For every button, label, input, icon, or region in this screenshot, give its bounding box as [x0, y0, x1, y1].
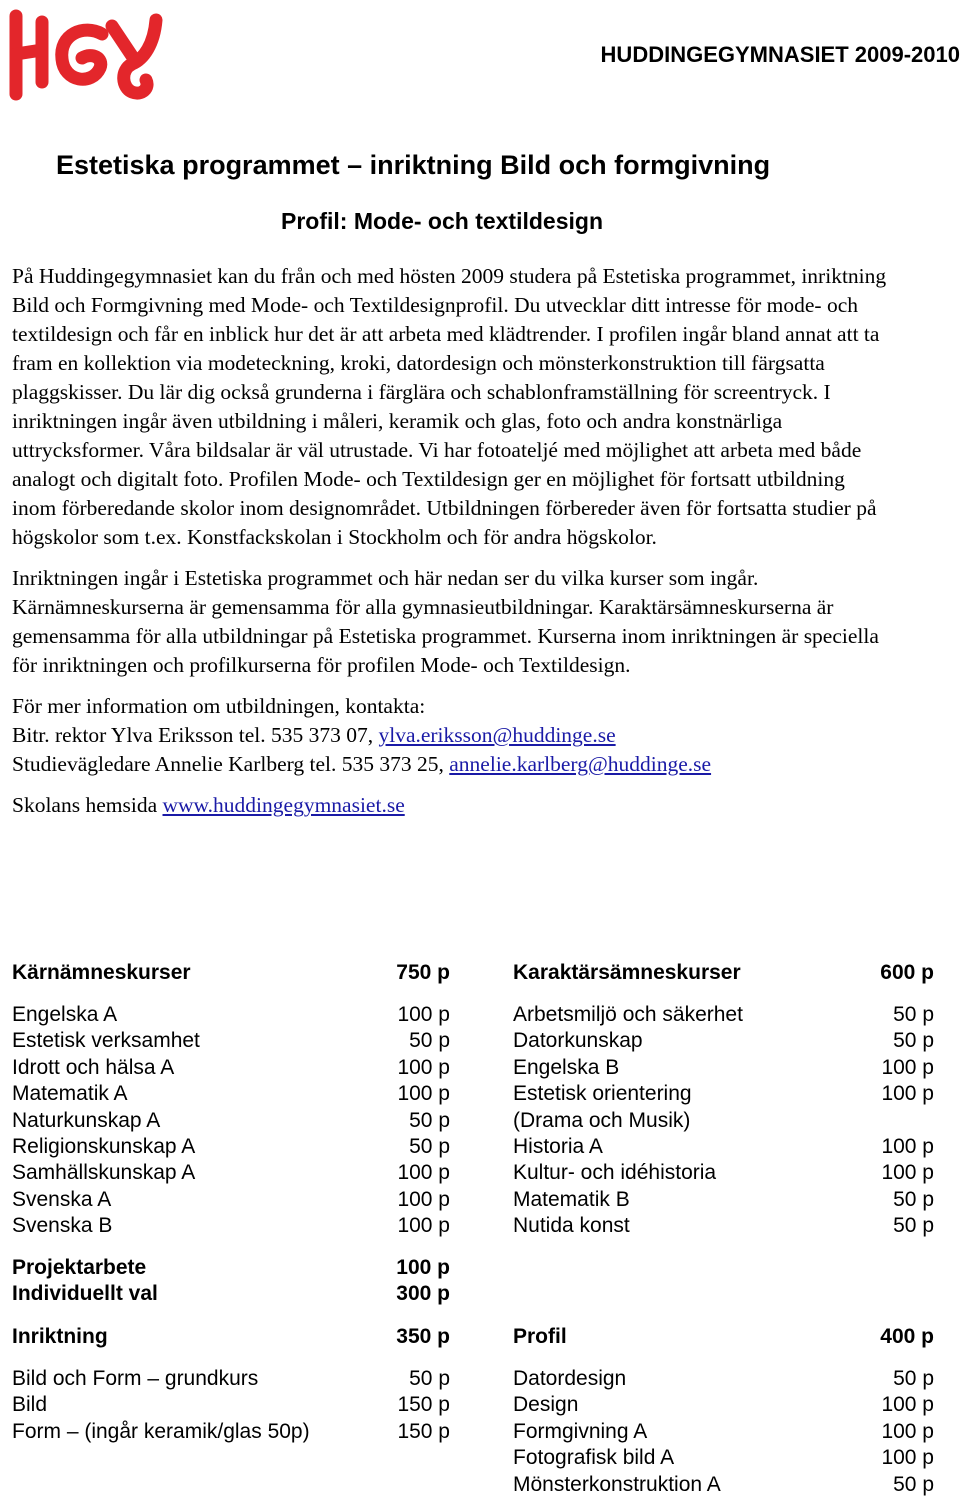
right-course-table [513, 960, 934, 1500]
course-points: 50 p [893, 1367, 934, 1390]
course-row [513, 1134, 934, 1160]
course-name: Datorkunskap [513, 1029, 643, 1053]
course-row [513, 1108, 934, 1134]
course-row [12, 1134, 450, 1160]
school-logo [4, 4, 164, 104]
course-row [12, 1028, 450, 1054]
course-points: 100 p [397, 1214, 450, 1238]
course-row [12, 1187, 450, 1213]
course-name: Nutida konst [513, 1214, 630, 1238]
course-name: Naturkunskap A [12, 1108, 161, 1132]
course-points: 50 p [893, 1003, 934, 1026]
course-row [513, 1028, 934, 1054]
course-name: Formgivning A [513, 1419, 648, 1443]
course-row [513, 1187, 934, 1213]
course-points: 100 p [881, 1446, 934, 1470]
course-points: 100 p [881, 1419, 934, 1443]
course-row [513, 1445, 934, 1471]
course-name: (Drama och Musik) [513, 1108, 691, 1132]
contact-syv [12, 750, 892, 779]
course-points: 150 p [397, 1419, 450, 1443]
website-paragraph [12, 791, 892, 820]
karn-header: Kärnämneskurser 750 p [12, 961, 450, 984]
course-row [12, 1392, 450, 1418]
course-row [513, 1055, 934, 1081]
course-name: Idrott och hälsa A [12, 1055, 175, 1079]
course-name: Mönsterkonstruktion A [513, 1472, 721, 1496]
inriktning-header: Inriktning 350 p [12, 1325, 450, 1348]
course-name: Svenska B [12, 1214, 113, 1238]
intro-paragraph: På Huddingegymnasiet kan du från och med hösten 2009 studera på Estetiska programmet, inriktning Bild och Formgivning med Mode- och Textildesignprofil. Du utvecklar ditt intresse för mode- och textildesign och får en inblick hur det är att arbeta med klädtrender. I profilen ingår bland annat att ta fram en kollektion via modeteckning, kroki, datordesign och mönsterkonstruktion till färgsatta plaggskisser. Du lär dig också grunderna i färglära och schablonframställning för screentryck. I inriktningen ingår även utbildning i måleri, keramik och glas, foto och andra konstnärliga uttrycksformer. Våra bildsalar är väl utrustade. Vi har fotoateljé med möjlighet att arbeta med både analogt och digitalt foto. Profilen Mode- och Textildesign ger en möjlighet för fortsatt utbildning inom förberedande skolor inom designområdet. Utbildningen förbereder även för fortsatta studier på högskolor som t.ex. Konstfackskolan i Stockholm och för andra högskolor. [12, 264, 887, 549]
course-points: 50 p [409, 1367, 450, 1390]
course-row [12, 1213, 450, 1239]
course-points: 50 p [893, 1214, 934, 1238]
course-name: Engelska B [513, 1055, 620, 1079]
course-name: Estetisk verksamhet [12, 1029, 200, 1053]
course-points: 100 p [397, 1187, 450, 1211]
course-row [513, 1081, 934, 1107]
course-name: Fotografisk bild A [513, 1446, 675, 1470]
course-points: 100 p [397, 1161, 450, 1185]
course-row [12, 1160, 450, 1186]
course-name: Bild och Form – grundkurs [12, 1367, 259, 1390]
course-name: Kultur- och idéhistoria [513, 1161, 717, 1185]
course-points: 50 p [893, 1187, 934, 1211]
syv-email-link[interactable]: annelie.karlberg@huddinge.se [449, 752, 712, 776]
course-name: Design [513, 1393, 579, 1417]
course-points: 50 p [409, 1108, 450, 1132]
structure-paragraph: Inriktningen ingår i Estetiska programmet och här nedan ser du vilka kurser som ingår. Kärnämneskurserna är gemensamma för alla gymnasieutbildningar. Karaktärsämneskurserna är gemensamma för alla utbildningar på Estetiska programmet. Kurserna inom inriktningen är speciella för inriktningen och profilkurserna för profilen Mode- och Textildesign. [12, 566, 879, 677]
course-name: Samhällskunskap A [12, 1161, 196, 1185]
contact-rektor [12, 721, 892, 750]
course-row [513, 1472, 934, 1498]
course-points: 50 p [409, 1135, 450, 1158]
page-subtitle: Profil: Mode- och textildesign [280, 208, 603, 234]
school-year-header: HUDDINGEGYMNASIET 2009-2010 [600, 42, 960, 67]
course-points: 100 p [397, 1055, 450, 1079]
course-row [513, 1213, 934, 1239]
rektor-text: Bitr. rektor Ylva Eriksson tel. 535 373 07, [12, 723, 374, 747]
course-name: Arbetsmiljö och säkerhet [513, 1003, 743, 1026]
course-row [12, 1419, 450, 1445]
course-points: 100 p [881, 1135, 934, 1158]
course-row [12, 1366, 450, 1392]
course-name: Historia A [513, 1135, 603, 1158]
page-title: Estetiska programmet – inriktning Bild och formgivning [56, 150, 771, 180]
projekt-row: Projektarbete 100 p [12, 1256, 450, 1279]
course-row [12, 1081, 450, 1107]
course-row [12, 1055, 450, 1081]
course-name: Matematik A [12, 1082, 128, 1106]
course-points: 50 p [409, 1029, 450, 1053]
course-points: 100 p [881, 1161, 934, 1185]
course-row [513, 1002, 934, 1028]
course-name: Datordesign [513, 1367, 627, 1390]
left-course-table [12, 960, 450, 1460]
course-name: Form – (ingår keramik/glas 50p) [12, 1419, 310, 1443]
course-points: 100 p [397, 1082, 450, 1106]
course-row [513, 1366, 934, 1392]
course-name: Estetisk orientering [513, 1082, 692, 1106]
course-name: Matematik B [513, 1187, 630, 1211]
course-row [12, 1108, 450, 1134]
course-row [513, 1160, 934, 1186]
course-row [513, 1419, 934, 1445]
course-points: 150 p [397, 1393, 450, 1417]
syv-text: Studievägledare Annelie Karlberg tel. 535 373 25, [12, 752, 444, 776]
course-points: 100 p [881, 1393, 934, 1417]
course-name: Svenska A [12, 1187, 112, 1211]
course-row [513, 1392, 934, 1418]
website-label: Skolans hemsida [12, 793, 158, 817]
contact-paragraph [12, 692, 892, 779]
contact-intro: För mer information om utbildningen, kontakta: [12, 694, 426, 718]
course-points: 50 p [893, 1029, 934, 1053]
individuellt-row: Individuellt val 300 p [12, 1282, 450, 1305]
course-points: 50 p [893, 1472, 934, 1496]
body-text [12, 262, 892, 832]
karaktar-header: Karaktärsämneskurser 600 p [513, 961, 934, 984]
course-name: Religionskunskap A [12, 1135, 196, 1158]
website-link[interactable]: www.huddingegymnasiet.se [162, 793, 405, 817]
profil-header: Profil 400 p [513, 1325, 934, 1348]
course-points: 100 p [397, 1003, 450, 1026]
rektor-email-link[interactable]: ylva.eriksson@huddinge.se [378, 723, 616, 747]
course-name: Engelska A [12, 1003, 118, 1026]
course-name: Bild [12, 1393, 48, 1417]
course-points: 100 p [881, 1082, 934, 1106]
course-row [12, 1002, 450, 1028]
course-points: 100 p [881, 1055, 934, 1079]
